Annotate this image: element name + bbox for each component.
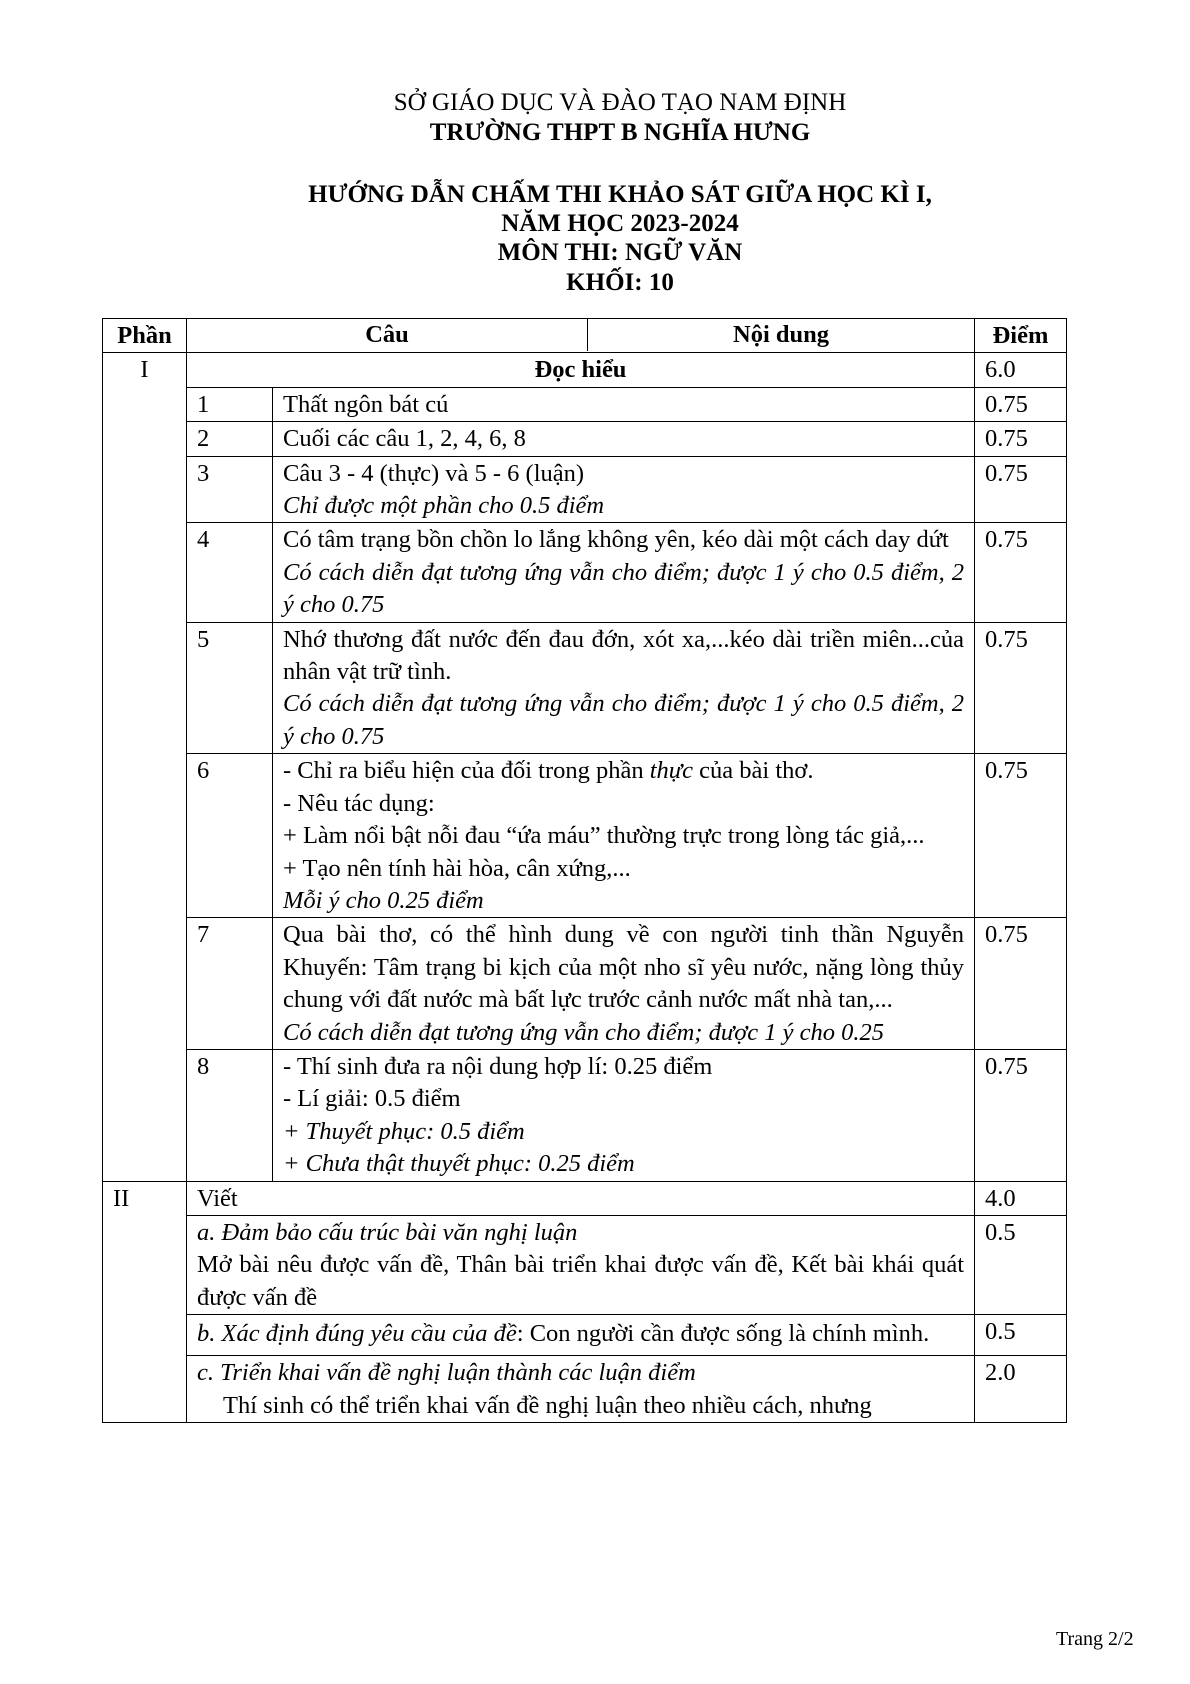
criterion-title: c. Triển khai vấn đề nghị luận thành các luận điểm: [197, 1359, 696, 1387]
answer-text-part: - Chỉ ra biểu hiện của đối trong phần: [283, 757, 650, 785]
question-number: 8: [187, 1049, 273, 1181]
question-score: 0.75: [975, 422, 1067, 456]
doc-title-line2: NĂM HỌC 2023-2024: [501, 210, 739, 237]
question-number: 1: [187, 387, 273, 421]
answer-text: Câu 3 - 4 (thực) và 5 - 6 (luận): [283, 459, 585, 487]
criterion-title: b. Xác định đúng yêu cầu của đề: [197, 1320, 517, 1348]
part1-title: Đọc hiểu: [187, 353, 975, 387]
part2-title: Viết: [187, 1181, 975, 1215]
table-header-row: [103, 319, 1067, 353]
header-score: Điểm: [975, 319, 1067, 353]
answer-text-part: của bài thơ.: [693, 757, 814, 785]
criterion-c: [187, 1356, 975, 1423]
answer-content: [273, 1049, 975, 1181]
question-score: 0.75: [975, 1049, 1067, 1181]
table-row: [103, 422, 1067, 456]
grading-note: Chỉ được một phần cho 0.5 điểm: [283, 492, 605, 520]
part2-title-row: [103, 1181, 1067, 1215]
grade-line: KHỐI: 10: [566, 269, 674, 296]
answer-text: + Làm nổi bật nỗi đau “ứa máu” thường trực trong lòng tác giả,...: [283, 822, 925, 850]
part2-score: 4.0: [975, 1181, 1067, 1215]
page-number: Trang 2/2: [1056, 1628, 1134, 1650]
part1-title-row: [103, 353, 1067, 387]
table-row: [103, 523, 1067, 622]
criterion-text: Thí sinh có thể triển khai vấn đề nghị luận theo nhiều cách, nhưng: [223, 1391, 872, 1419]
criterion-a: [187, 1215, 975, 1314]
answer-content: [273, 387, 975, 421]
answer-content: [273, 918, 975, 1050]
part1-score: 6.0: [975, 353, 1067, 387]
answer-text: - Nêu tác dụng:: [283, 789, 435, 817]
criterion-text: Mở bài nêu được vấn đề, Thân bài triển khai được vấn đề, Kết bài khái quát được vấn đề: [197, 1251, 965, 1311]
answer-text-emphasis: thực: [649, 757, 694, 785]
header-part: Phần: [103, 319, 187, 353]
doc-title-line1: HƯỚNG DẪN CHẤM THI KHẢO SÁT GIỮA HỌC KÌ I,: [308, 181, 932, 208]
grading-note: + Thuyết phục: 0.5 điểm: [283, 1117, 525, 1145]
question-score: 0.75: [975, 387, 1067, 421]
criterion-title: a. Đảm bảo cấu trúc bài văn nghị luận: [197, 1218, 578, 1246]
answer-text: + Tạo nên tính hài hòa, cân xứng,...: [283, 854, 631, 882]
table-row: [103, 622, 1067, 754]
table-row: [103, 1215, 1067, 1314]
question-score: 0.75: [975, 918, 1067, 1050]
question-score: 0.75: [975, 456, 1067, 523]
school-name: TRƯỜNG THPT B NGHĨA HƯNG: [429, 119, 811, 146]
question-score: 0.75: [975, 754, 1067, 918]
answer-text: Thất ngôn bát cú: [283, 390, 449, 418]
subject-line: MÔN THI: NGỮ VĂN: [497, 239, 743, 266]
answer-text: Có tâm trạng bồn chồn lo lắng không yên, kéo dài một cách day dứt: [283, 526, 949, 554]
question-number: 2: [187, 422, 273, 456]
criterion-score: 2.0: [975, 1356, 1067, 1423]
criterion-score: 0.5: [975, 1215, 1067, 1314]
answer-content: [273, 422, 975, 456]
table-row: [103, 387, 1067, 421]
answer-text: [283, 755, 964, 787]
answer-content: [273, 622, 975, 754]
header-question-content: [187, 319, 975, 353]
question-number: 3: [187, 456, 273, 523]
part2-label: II: [103, 1181, 187, 1422]
header-content: Nội dung: [733, 321, 830, 348]
grading-note: + Chưa thật thuyết phục: 0.25 điểm: [283, 1150, 635, 1178]
table-row: [103, 1315, 1067, 1356]
question-number: 7: [187, 918, 273, 1050]
table-row: [103, 754, 1067, 918]
table-row: [103, 1049, 1067, 1181]
question-score: 0.75: [975, 523, 1067, 622]
answer-content: [273, 523, 975, 622]
answer-content: [273, 754, 975, 918]
grading-note: Có cách diễn đạt tương ứng vẫn cho điểm; được 1 ý cho 0.5 điểm, 2 ý cho 0.75: [283, 690, 965, 750]
question-number: 6: [187, 754, 273, 918]
grading-table: [102, 318, 1067, 1423]
grading-note: Mỗi ý cho 0.25 điểm: [283, 886, 484, 914]
header-question: Câu: [187, 319, 588, 351]
question-number: 5: [187, 622, 273, 754]
criterion-text: : Con người cần được sống là chính mình.: [516, 1320, 930, 1348]
answer-content: [273, 456, 975, 523]
department-name: SỞ GIÁO DỤC VÀ ĐÀO TẠO NAM ĐỊNH: [393, 89, 847, 116]
part1-label: I: [103, 353, 187, 1181]
question-number: 4: [187, 523, 273, 622]
answer-text: - Thí sinh đưa ra nội dung hợp lí: 0.25 điểm: [283, 1052, 713, 1080]
criterion-score: 0.5: [975, 1315, 1067, 1356]
table-row: [103, 456, 1067, 523]
criterion-b: [187, 1315, 975, 1356]
answer-text: Cuối các câu 1, 2, 4, 6, 8: [283, 425, 526, 453]
grading-note: Có cách diễn đạt tương ứng vẫn cho điểm; được 1 ý cho 0.25: [283, 1018, 885, 1046]
answer-text: Nhớ thương đất nước đến đau đớn, xót xa,...kéo dài triền miên...của nhân vật trữ tình.: [283, 625, 965, 686]
table-row: [103, 918, 1067, 1050]
table-row: [103, 1356, 1067, 1423]
question-score: 0.75: [975, 622, 1067, 754]
grading-note: Có cách diễn đạt tương ứng vẫn cho điểm; được 1 ý cho 0.5 điểm, 2 ý cho 0.75: [283, 558, 965, 619]
answer-text: Qua bài thơ, có thể hình dung về con người tinh thần Nguyễn Khuyến: Tâm trạng bi kịch của một nho sĩ yêu nước, nặng lòng thủy chung với đất nước mà bất lực trước cảnh nước mất nhà tan,...: [283, 921, 965, 1014]
answer-text: - Lí giải: 0.5 điểm: [283, 1085, 461, 1113]
